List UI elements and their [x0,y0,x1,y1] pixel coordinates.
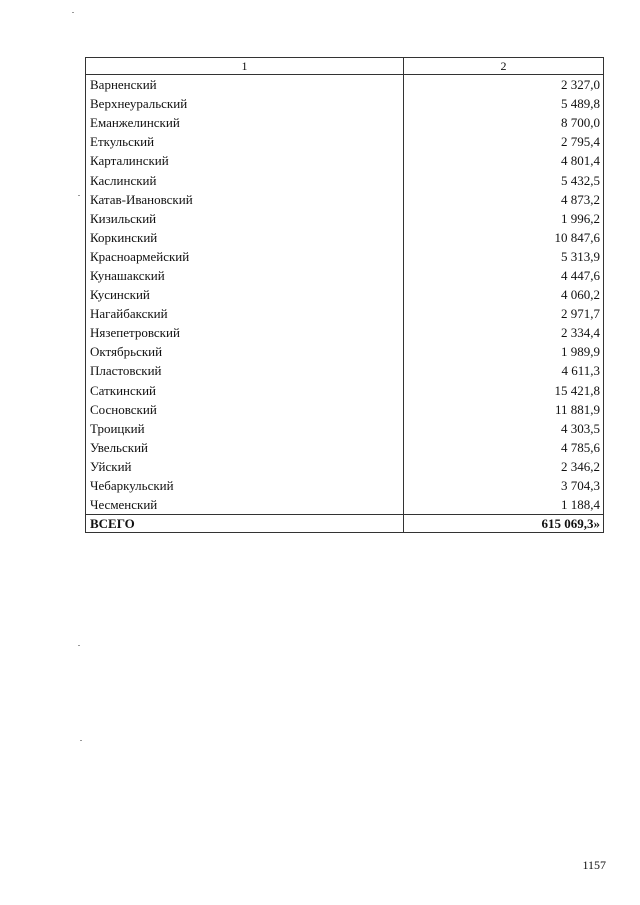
table-row [86,209,604,228]
table-row [86,304,604,323]
table-row [86,342,604,361]
page-number: 1157 [582,858,606,872]
table-row [86,419,604,438]
district-value: 11 881,9 [404,400,604,419]
district-value: 1 188,4 [404,495,604,515]
total-row [86,515,604,533]
district-value: 2 346,2 [404,457,604,476]
district-value: 15 421,8 [404,381,604,400]
district-value: 2 795,4 [404,132,604,151]
district-value: 4 060,2 [404,285,604,304]
district-value: 5 489,8 [404,94,604,113]
district-name: Карталинский [86,151,404,170]
scan-speck [80,740,82,741]
district-name: Кусинский [86,285,404,304]
table-header-row [86,58,604,75]
table-row [86,170,604,189]
district-value: 4 447,6 [404,266,604,285]
district-value: 4 611,3 [404,361,604,380]
district-value: 2 971,7 [404,304,604,323]
district-value: 2 327,0 [404,75,604,95]
district-value: 2 334,4 [404,323,604,342]
column-header-1: 1 [86,58,404,75]
district-name: Уйский [86,457,404,476]
district-name: Каслинский [86,170,404,189]
scan-speck [78,645,80,646]
district-name: Чесменский [86,495,404,515]
district-name: Верхнеуральский [86,94,404,113]
table-row [86,381,604,400]
district-value: 10 847,6 [404,228,604,247]
district-name: Октябрьский [86,342,404,361]
table-row [86,400,604,419]
table-row [86,113,604,132]
district-name: Красноармейский [86,247,404,266]
table-row [86,228,604,247]
table-row [86,285,604,304]
table-row [86,266,604,285]
district-value: 5 313,9 [404,247,604,266]
table-row [86,476,604,495]
table-row [86,151,604,170]
total-value: 615 069,3» [404,515,604,533]
district-name: Варненский [86,75,404,95]
table-row [86,323,604,342]
district-value: 8 700,0 [404,113,604,132]
district-name: Еманжелинский [86,113,404,132]
district-name: Пластовский [86,361,404,380]
district-value: 4 873,2 [404,190,604,209]
district-name: Кунашакский [86,266,404,285]
district-name: Троицкий [86,419,404,438]
table-body [86,75,604,515]
district-value: 4 303,5 [404,419,604,438]
district-value: 4 785,6 [404,438,604,457]
district-value: 5 432,5 [404,170,604,189]
district-value: 3 704,3 [404,476,604,495]
district-name: Коркинский [86,228,404,247]
scan-speck [72,12,74,13]
district-name: Саткинский [86,381,404,400]
table-row [86,75,604,95]
scan-speck [78,195,80,196]
districts-table [85,57,604,533]
table-row [86,457,604,476]
table-row [86,132,604,151]
district-value: 1 996,2 [404,209,604,228]
table-row [86,190,604,209]
district-name: Катав-Ивановский [86,190,404,209]
district-name: Чебаркульский [86,476,404,495]
district-value: 4 801,4 [404,151,604,170]
column-header-2: 2 [404,58,604,75]
district-name: Кизильский [86,209,404,228]
table-row [86,495,604,515]
table-row [86,247,604,266]
table-row [86,94,604,113]
district-name: Нязепетровский [86,323,404,342]
district-name: Еткульский [86,132,404,151]
total-label: ВСЕГО [86,515,404,533]
table-row [86,361,604,380]
district-name: Нагайбакский [86,304,404,323]
table-row [86,438,604,457]
district-value: 1 989,9 [404,342,604,361]
district-name: Сосновский [86,400,404,419]
district-name: Увельский [86,438,404,457]
